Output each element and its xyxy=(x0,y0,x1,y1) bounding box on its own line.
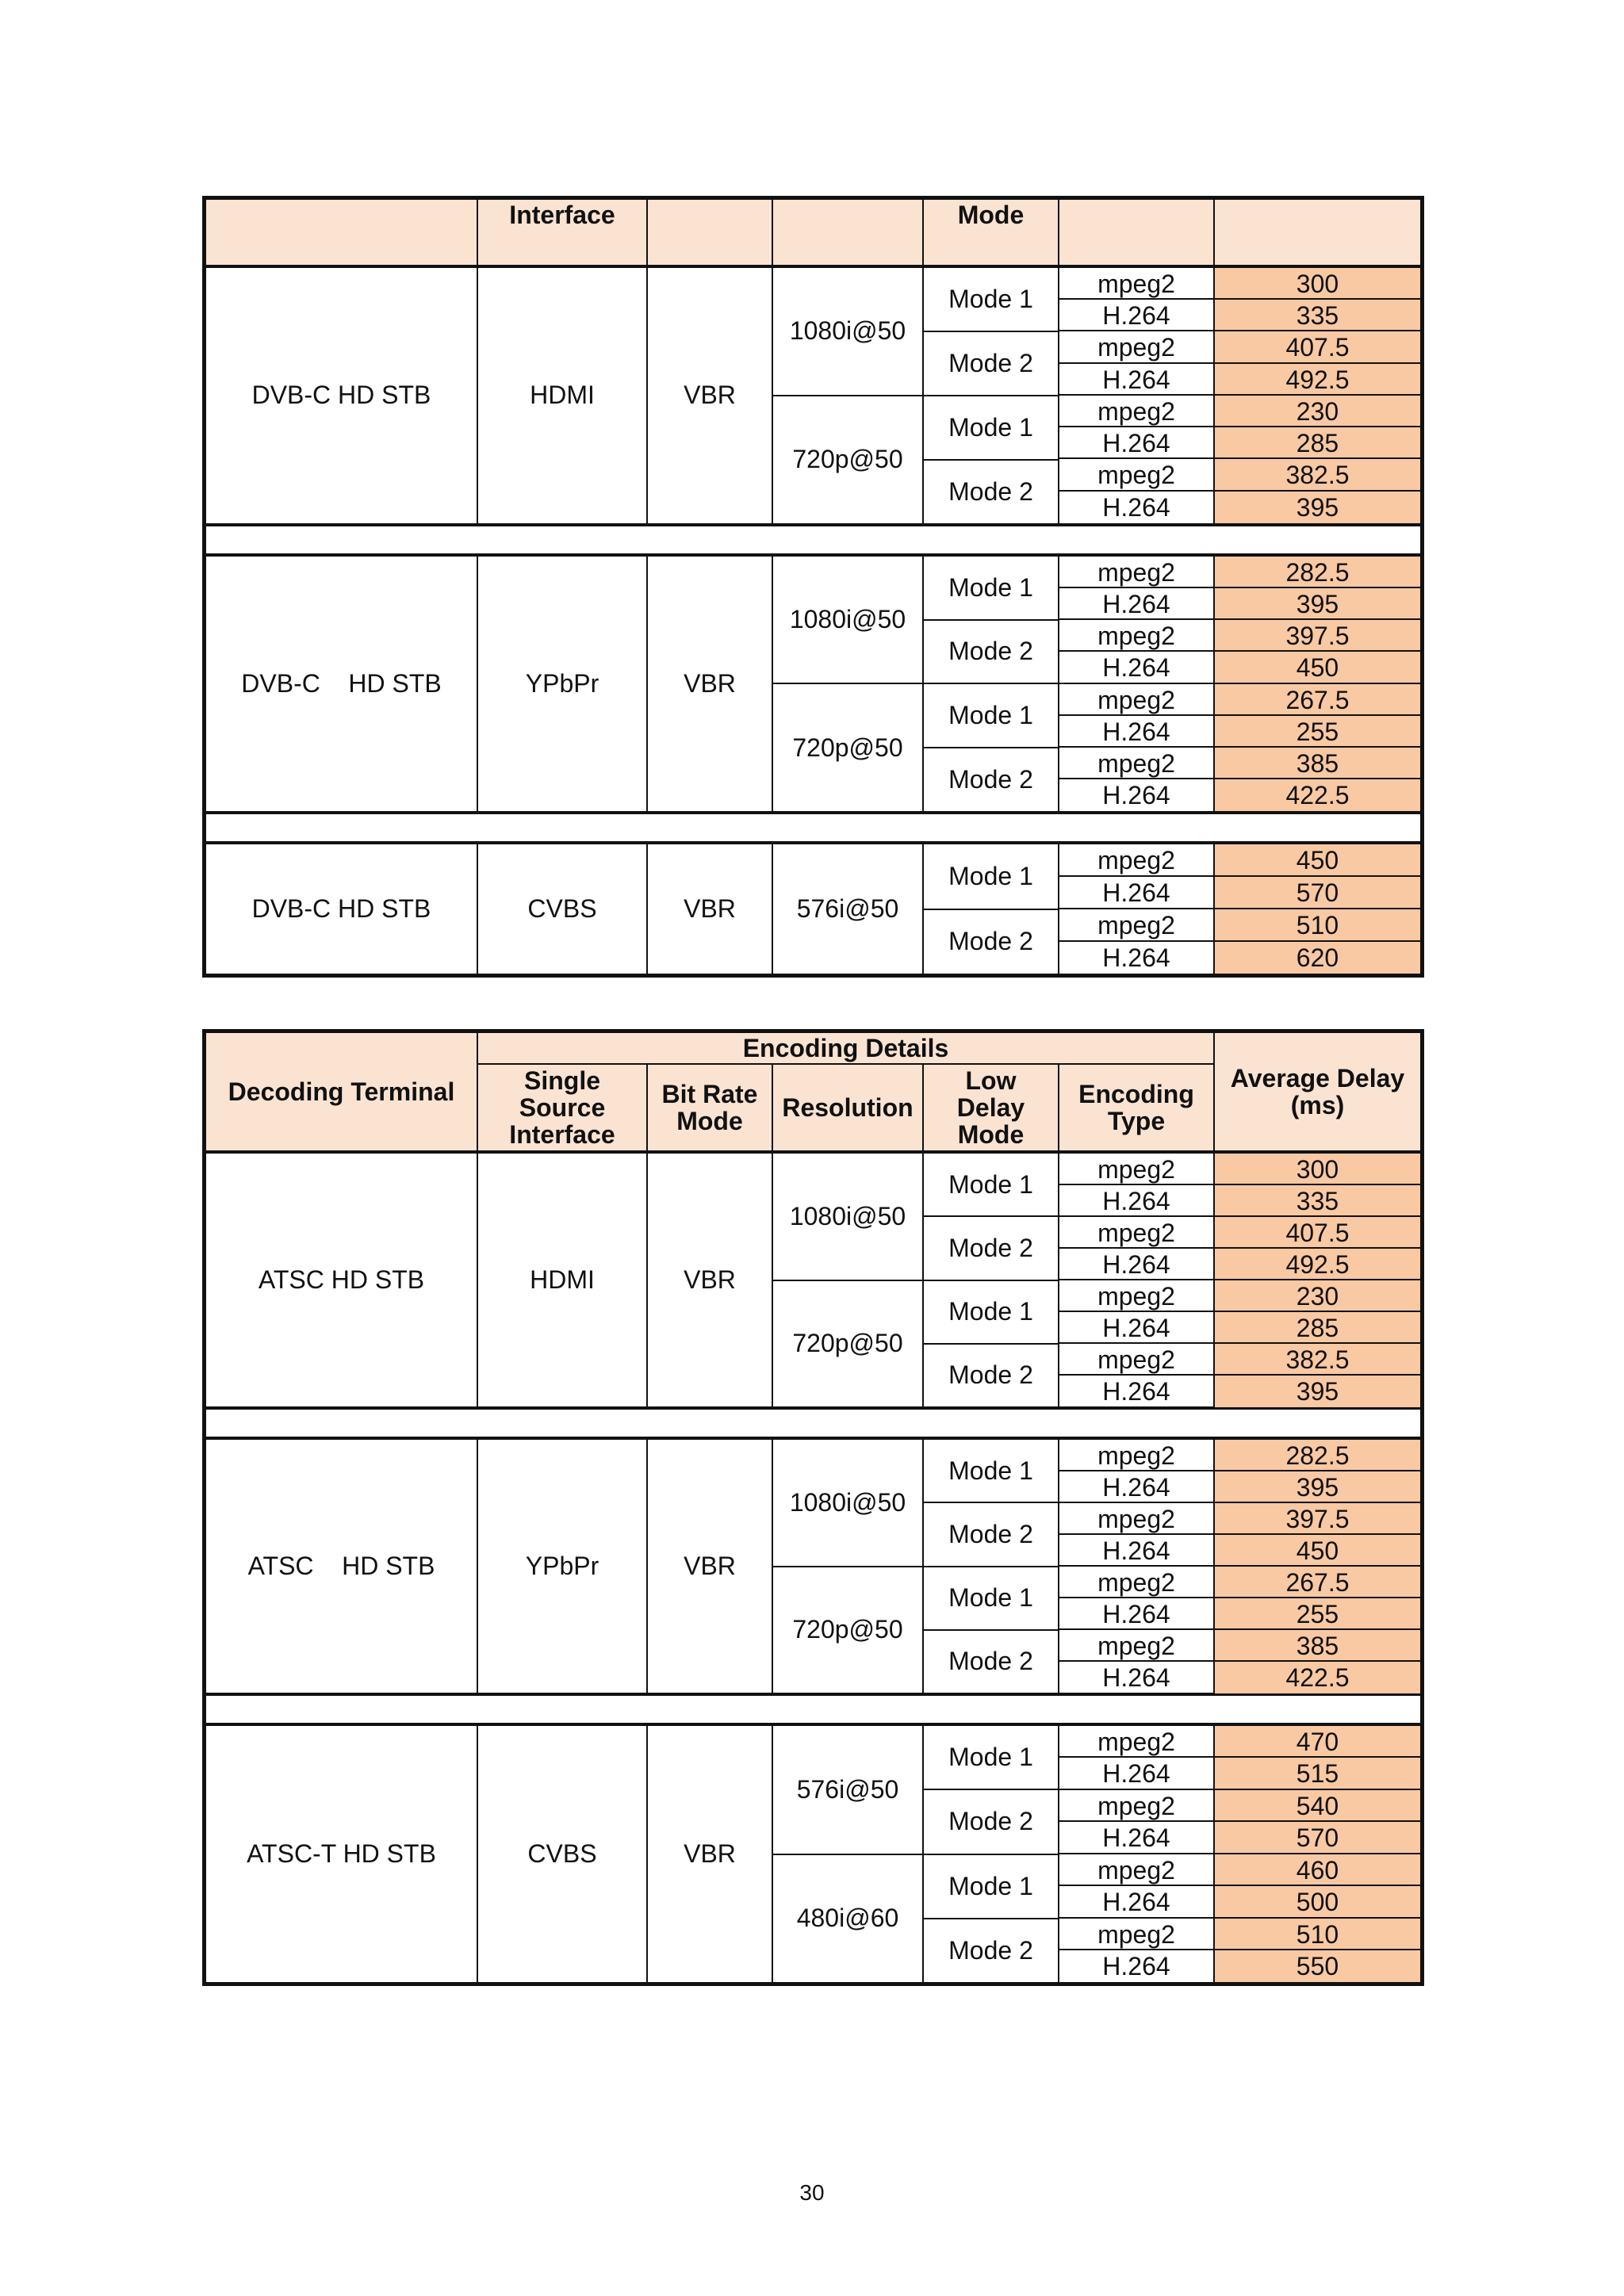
header-encoding-details xyxy=(477,1033,1213,1065)
table-body xyxy=(206,1154,1420,1982)
header-ssi-line2: Source xyxy=(519,1093,606,1122)
mode-cell: Mode 1 xyxy=(924,1281,1058,1345)
average-delay-cell: 460 xyxy=(1215,1854,1420,1886)
resolution-column xyxy=(772,844,922,974)
header-encoding-type xyxy=(1058,1065,1213,1150)
terminal-cell-column xyxy=(206,1440,477,1693)
mode-cell: Mode 1 xyxy=(924,1726,1058,1790)
interface-cell: CVBS xyxy=(527,894,597,924)
resolution-cell: 576i@50 xyxy=(796,894,899,924)
encoding-type-cell: mpeg2 xyxy=(1059,1790,1213,1822)
average-delay-cell: 267.5 xyxy=(1215,684,1420,716)
encoding-type-cell: H.264 xyxy=(1102,1377,1170,1406)
encoding-type-cell: H.264 xyxy=(1059,1598,1213,1630)
average-delay-cell: 515 xyxy=(1215,1758,1420,1789)
header-cell-resolution xyxy=(772,200,922,265)
bitrate-cell-column xyxy=(646,1440,772,1693)
encoding-type-cell: H.264 xyxy=(1102,943,1170,972)
average-delay-cell: 570 xyxy=(1215,877,1420,909)
resolution-column xyxy=(772,1154,922,1406)
encoding-type-column xyxy=(1058,844,1213,974)
encoding-type-cell: mpeg2 xyxy=(1059,459,1213,491)
average-delay-cell: 382.5 xyxy=(1215,459,1420,491)
resolution-column xyxy=(772,268,922,523)
terminal-cell: DVB-C HD STB xyxy=(251,894,431,924)
terminal-section xyxy=(206,1154,1420,1410)
interface-cell-column xyxy=(477,1440,646,1693)
resolution-cell: 720p@50 xyxy=(792,1329,903,1358)
header-decoding-terminal xyxy=(206,1033,477,1150)
encoding-type-cell: mpeg2 xyxy=(1059,557,1213,588)
average-delay-cell: 335 xyxy=(1215,300,1420,331)
average-delay-cell: 407.5 xyxy=(1215,1217,1420,1249)
mode-cell: Mode 1 xyxy=(924,557,1058,621)
bitrate-cell: VBR xyxy=(684,894,736,924)
mode-cell: Mode 1 xyxy=(924,1154,1058,1217)
resolution-cell: 720p@50 xyxy=(792,1615,903,1644)
mode-cell: Mode 2 xyxy=(924,332,1058,396)
bitrate-cell: VBR xyxy=(684,1839,736,1868)
interface-cell-column xyxy=(477,557,646,812)
section-spacer-row xyxy=(206,526,1420,557)
header-resolution-label: Resolution xyxy=(782,1093,914,1122)
header-average-delay xyxy=(1213,1033,1420,1150)
average-delay-column xyxy=(1213,1154,1420,1406)
header-cell-mode xyxy=(922,200,1058,265)
encoding-type-cell: mpeg2 xyxy=(1059,1503,1213,1535)
header-single-source-interface xyxy=(477,1065,646,1150)
encoding-type-cell: H.264 xyxy=(1059,1312,1213,1344)
average-delay-cell: 492.5 xyxy=(1215,364,1420,396)
table-header xyxy=(206,1033,1420,1154)
header-decoding-terminal-label: Decoding Terminal xyxy=(228,1077,455,1106)
resolution-cell: 576i@50 xyxy=(773,1726,922,1855)
interface-cell: YPbPr xyxy=(525,668,599,698)
header-cell-bitrate xyxy=(646,200,772,265)
encoding-type-column xyxy=(1058,1726,1213,1982)
table-header-continued xyxy=(206,200,1420,268)
average-delay-cell: 397.5 xyxy=(1215,620,1420,652)
average-delay-cell: 450 xyxy=(1215,844,1420,877)
encoding-type-cell: mpeg2 xyxy=(1059,268,1213,300)
average-delay-column xyxy=(1213,1726,1420,1982)
mode-column xyxy=(922,844,1058,974)
header-brm-line1: Bit Rate xyxy=(661,1080,758,1108)
header-ldm-line1: Low xyxy=(965,1066,1017,1095)
encoding-type-cell: mpeg2 xyxy=(1059,1726,1213,1758)
average-delay-column xyxy=(1213,268,1420,523)
terminal-cell-column xyxy=(206,268,477,523)
encoding-type-cell: mpeg2 xyxy=(1059,1217,1213,1249)
resolution-cell: 720p@50 xyxy=(792,445,903,474)
header-cell-average-delay xyxy=(1213,200,1420,265)
header-low-delay-mode xyxy=(922,1065,1058,1150)
encoding-type-cell: H.264 xyxy=(1059,1886,1213,1918)
average-delay-cell: 470 xyxy=(1215,1726,1420,1758)
encoding-type-cell: H.264 xyxy=(1059,1185,1213,1217)
terminal-cell-column xyxy=(206,844,477,974)
terminal-section xyxy=(206,844,1420,974)
encoding-type-cell: H.264 xyxy=(1059,1471,1213,1503)
encoding-type-cell: mpeg2 xyxy=(1059,1919,1213,1950)
header-et-line1: Encoding xyxy=(1078,1080,1194,1108)
section-spacer-row xyxy=(206,814,1420,844)
encoding-type-cell: mpeg2 xyxy=(1059,1630,1213,1662)
bitrate-cell-column xyxy=(646,1154,772,1406)
average-delay-cell: 395 xyxy=(1215,1376,1420,1407)
encoding-type-cell: H.264 xyxy=(1102,492,1170,522)
encoding-type-cell: H.264 xyxy=(1102,1951,1170,1980)
average-delay-cell: 385 xyxy=(1215,1630,1420,1662)
average-delay-cell: 255 xyxy=(1215,716,1420,748)
encoding-type-column xyxy=(1058,557,1213,812)
bitrate-cell: VBR xyxy=(684,1265,736,1294)
encoding-type-cell: mpeg2 xyxy=(1059,620,1213,652)
average-delay-cell: 422.5 xyxy=(1215,779,1420,811)
average-delay-column xyxy=(1213,557,1420,812)
encoding-type-cell: mpeg2 xyxy=(1059,909,1213,942)
average-delay-cell: 300 xyxy=(1215,268,1420,300)
mode-column xyxy=(922,268,1058,523)
interface-cell: CVBS xyxy=(527,1839,597,1868)
bitrate-cell-column xyxy=(646,844,772,974)
bitrate-cell: VBR xyxy=(684,381,736,410)
encoding-type-cell: H.264 xyxy=(1059,1822,1213,1854)
mode-cell: Mode 2 xyxy=(924,1503,1058,1567)
mode-cell: Mode 2 xyxy=(948,1647,1033,1676)
average-delay-cell: 422.5 xyxy=(1215,1662,1420,1693)
bitrate-cell-column xyxy=(646,557,772,812)
encoding-type-cell: H.264 xyxy=(1102,781,1170,810)
mode-cell: Mode 2 xyxy=(948,927,1033,956)
encoding-type-cell: mpeg2 xyxy=(1059,1854,1213,1886)
mode-cell: Mode 1 xyxy=(924,268,1058,332)
mode-cell: Mode 1 xyxy=(924,1567,1058,1631)
header-ssi-line3: Interface xyxy=(509,1120,615,1149)
bitrate-cell-column xyxy=(646,268,772,523)
mode-cell: Mode 1 xyxy=(924,1440,1058,1503)
interface-cell-column xyxy=(477,1726,646,1982)
mode-column xyxy=(922,1726,1058,1982)
mode-column xyxy=(922,557,1058,812)
average-delay-cell: 267.5 xyxy=(1215,1567,1420,1598)
terminal-section xyxy=(206,1726,1420,1982)
average-delay-cell: 230 xyxy=(1215,396,1420,427)
average-delay-cell: 395 xyxy=(1215,1471,1420,1503)
bitrate-cell-column xyxy=(646,1726,772,1982)
average-delay-cell: 397.5 xyxy=(1215,1503,1420,1535)
terminal-cell: ATSC HD STB xyxy=(247,1552,435,1580)
encoding-type-cell: H.264 xyxy=(1059,1535,1213,1567)
encoding-type-cell: mpeg2 xyxy=(1059,331,1213,363)
average-delay-cell: 395 xyxy=(1215,492,1420,523)
resolution-cell: 1080i@50 xyxy=(773,557,922,685)
delay-table-dvbc xyxy=(202,196,1424,978)
header-brm-line2: Mode xyxy=(676,1107,743,1135)
mode-cell: Mode 2 xyxy=(948,476,1033,506)
bitrate-cell: VBR xyxy=(684,1552,736,1580)
resolution-cell: 720p@50 xyxy=(792,733,903,762)
header-resolution xyxy=(772,1065,922,1150)
encoding-type-cell: mpeg2 xyxy=(1059,1344,1213,1376)
interface-cell: HDMI xyxy=(530,1265,595,1294)
interface-cell-column xyxy=(477,268,646,523)
average-delay-column xyxy=(1213,844,1420,974)
resolution-column xyxy=(772,1440,922,1693)
mode-cell: Mode 2 xyxy=(948,765,1033,794)
resolution-column xyxy=(772,1726,922,1982)
encoding-type-cell: H.264 xyxy=(1059,877,1213,909)
section-spacer-row xyxy=(206,1410,1420,1440)
table-body xyxy=(206,268,1420,974)
average-delay-cell: 450 xyxy=(1215,652,1420,683)
terminal-section xyxy=(206,557,1420,815)
header-encoding-details-label: Encoding Details xyxy=(742,1033,949,1062)
interface-cell-column xyxy=(477,1154,646,1406)
encoding-type-cell: mpeg2 xyxy=(1059,1567,1213,1598)
section-spacer-row xyxy=(206,1696,1420,1726)
average-delay-cell: 510 xyxy=(1215,909,1420,942)
terminal-section xyxy=(206,1440,1420,1696)
average-delay-cell: 300 xyxy=(1215,1154,1420,1185)
mode-cell: Mode 1 xyxy=(924,396,1058,461)
encoding-type-cell: mpeg2 xyxy=(1059,684,1213,716)
terminal-cell: DVB-C HD STB xyxy=(251,381,431,410)
encoding-type-cell: H.264 xyxy=(1059,427,1213,459)
encoding-type-cell: H.264 xyxy=(1059,588,1213,620)
average-delay-cell: 255 xyxy=(1215,1598,1420,1630)
average-delay-cell: 492.5 xyxy=(1215,1249,1420,1280)
header-ssi-line1: Single xyxy=(523,1066,600,1095)
page-number: 30 xyxy=(799,2180,825,2205)
terminal-cell-column xyxy=(206,1154,477,1406)
resolution-column xyxy=(772,557,922,812)
average-delay-cell: 540 xyxy=(1215,1790,1420,1822)
resolution-cell: 1080i@50 xyxy=(773,1154,922,1281)
mode-cell: Mode 2 xyxy=(924,1790,1058,1854)
encoding-type-cell: H.264 xyxy=(1059,1758,1213,1789)
interface-cell: HDMI xyxy=(530,381,595,410)
encoding-type-cell: H.264 xyxy=(1102,1663,1170,1692)
mode-cell: Mode 2 xyxy=(924,621,1058,685)
encoding-type-cell: mpeg2 xyxy=(1059,396,1213,427)
encoding-type-column xyxy=(1058,1154,1213,1406)
encoding-type-cell: mpeg2 xyxy=(1059,844,1213,877)
average-delay-column xyxy=(1213,1440,1420,1693)
average-delay-cell: 407.5 xyxy=(1215,331,1420,363)
encoding-type-cell: H.264 xyxy=(1059,652,1213,683)
terminal-cell: ATSC-T HD STB xyxy=(247,1839,436,1868)
average-delay-cell: 385 xyxy=(1215,748,1420,779)
resolution-cell: 480i@60 xyxy=(796,1904,899,1933)
resolution-cell: 1080i@50 xyxy=(773,1440,922,1567)
bitrate-cell: VBR xyxy=(684,668,736,698)
encoding-type-cell: mpeg2 xyxy=(1059,748,1213,779)
header-ldm-line3: Mode xyxy=(957,1120,1025,1149)
average-delay-cell: 510 xyxy=(1215,1919,1420,1950)
terminal-section xyxy=(206,268,1420,526)
average-delay-cell: 450 xyxy=(1215,1535,1420,1567)
encoding-type-cell: H.264 xyxy=(1059,364,1213,396)
delay-table-atsc xyxy=(202,1029,1424,1986)
mode-cell: Mode 2 xyxy=(948,1360,1033,1390)
header-ad-line1: Average Delay xyxy=(1230,1064,1405,1093)
header-et-line2: Type xyxy=(1107,1107,1166,1135)
average-delay-cell: 570 xyxy=(1215,1822,1420,1854)
encoding-type-cell: H.264 xyxy=(1059,300,1213,331)
encoding-type-column xyxy=(1058,1440,1213,1693)
average-delay-cell: 282.5 xyxy=(1215,557,1420,588)
average-delay-cell: 620 xyxy=(1215,942,1420,974)
mode-cell: Mode 1 xyxy=(924,1855,1058,1919)
terminal-cell: ATSC HD STB xyxy=(258,1265,425,1294)
header-interface-label: Interface xyxy=(509,201,615,229)
encoding-type-cell: H.264 xyxy=(1059,1249,1213,1280)
terminal-cell-column xyxy=(206,557,477,812)
mode-cell: Mode 2 xyxy=(924,1217,1058,1280)
mode-column xyxy=(922,1154,1058,1406)
average-delay-cell: 282.5 xyxy=(1215,1440,1420,1471)
encoding-type-column xyxy=(1058,268,1213,523)
average-delay-cell: 335 xyxy=(1215,1185,1420,1217)
average-delay-cell: 500 xyxy=(1215,1886,1420,1918)
header-cell-interface xyxy=(477,200,646,265)
header-ldm-line2: Delay xyxy=(956,1093,1025,1122)
average-delay-cell: 285 xyxy=(1215,427,1420,459)
terminal-cell: DVB-C HD STB xyxy=(241,668,442,698)
average-delay-cell: 395 xyxy=(1215,588,1420,620)
mode-column xyxy=(922,1440,1058,1693)
average-delay-cell: 285 xyxy=(1215,1312,1420,1344)
terminal-cell-column xyxy=(206,1726,477,1982)
average-delay-cell: 382.5 xyxy=(1215,1344,1420,1376)
header-bit-rate-mode xyxy=(646,1065,772,1150)
header-mode-label: Mode xyxy=(957,201,1025,229)
mode-cell: Mode 1 xyxy=(924,684,1058,748)
header-ad-line2: (ms) xyxy=(1290,1091,1345,1119)
resolution-cell: 1080i@50 xyxy=(773,268,922,396)
mode-cell: Mode 1 xyxy=(924,844,1058,909)
interface-cell-column xyxy=(477,844,646,974)
mode-cell: Mode 2 xyxy=(948,1935,1033,1965)
header-cell-encoding-type xyxy=(1058,200,1213,265)
average-delay-cell: 550 xyxy=(1215,1950,1420,1982)
encoding-type-cell: mpeg2 xyxy=(1059,1154,1213,1185)
encoding-type-cell: H.264 xyxy=(1059,716,1213,748)
encoding-type-cell: mpeg2 xyxy=(1059,1440,1213,1471)
average-delay-cell: 230 xyxy=(1215,1280,1420,1312)
interface-cell: YPbPr xyxy=(525,1552,599,1580)
encoding-type-cell: mpeg2 xyxy=(1059,1280,1213,1312)
header-cell-terminal xyxy=(206,200,477,265)
